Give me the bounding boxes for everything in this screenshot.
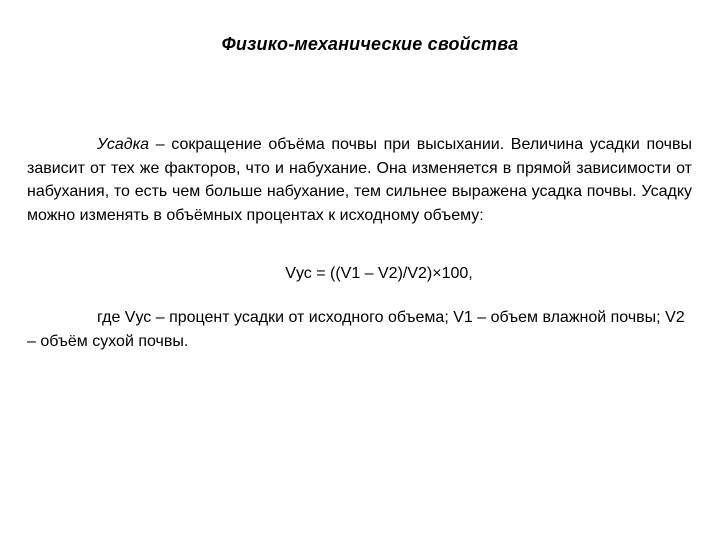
definition-text: – сокращение объёма почвы при высыхании. Величина усадки почвы зависит от тех же факторов, что и набухание. Она изменяется в прямой зависимости от набухания, то есть чем больше набухание, тем сильнее выражена усадка почвы. Усадку можно изменять в объёмных процентах к исходному объему: (27, 136, 692, 224)
term-shrinkage: Усадка (97, 136, 150, 153)
formula-explanation: где Vус – процент усадки от исходного объема; V1 – объем влажной почвы; V2 – объём сухой почвы. (27, 309, 685, 350)
slide-title: Физико-механические свойства (221, 34, 519, 54)
shrinkage-formula: Vус = ((V1 – V2)/V2)×100, (285, 265, 473, 282)
definition-paragraph (27, 133, 692, 227)
